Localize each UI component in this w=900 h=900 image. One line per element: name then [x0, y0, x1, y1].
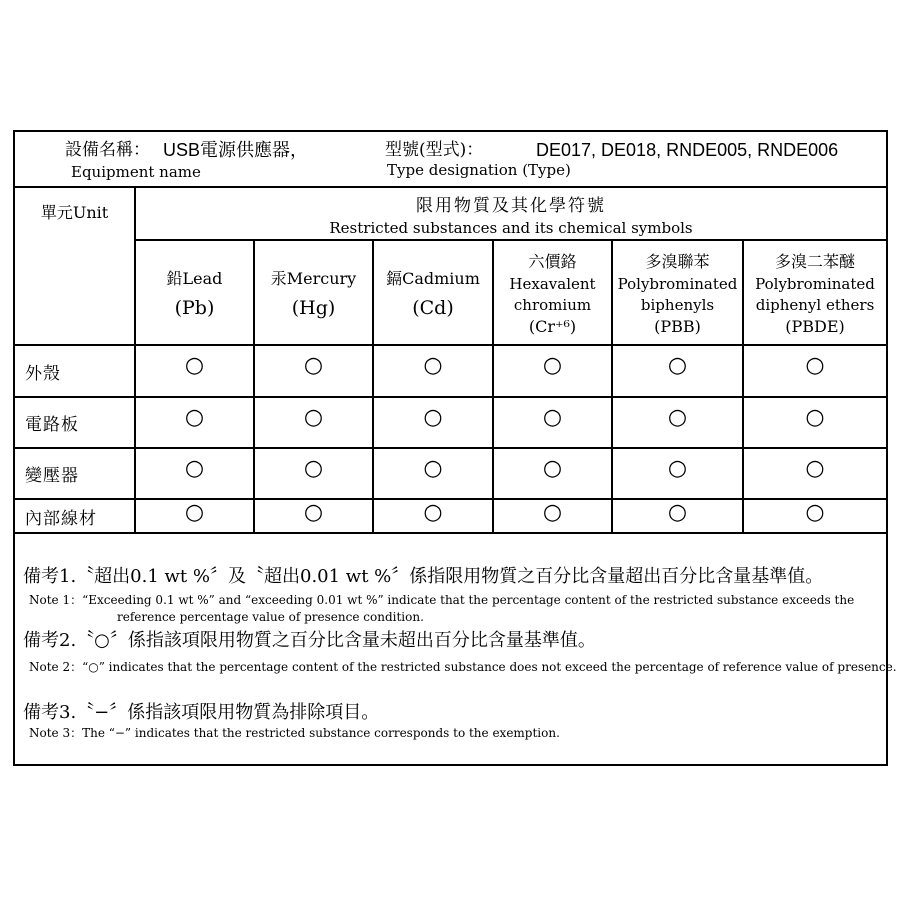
row-unit-label: 電路板 — [25, 415, 79, 435]
row-unit-label: 內部線材 — [25, 508, 97, 529]
note-1-zh: 備考1.〝超出0.1 wt %〞及〝超出0.01 wt %〞係指限用物質之百分比含量超出百分比含量基準值。 — [23, 566, 824, 587]
note-1-en: Note 1：“Exceeding 0.1 wt %” and “exceeding 0.01 wt %” indicate that the percentage content of the restricted substance exceeds the — [29, 593, 855, 607]
column-symbol: (Cr⁺⁶) — [528, 317, 577, 336]
presence-mark: ○ — [423, 500, 443, 525]
column-pbde — [744, 241, 886, 344]
column-symbol: (Pb) — [174, 297, 215, 319]
presence-mark: ○ — [303, 500, 324, 525]
note-3-en: Note 3：The “−” indicates that the restricted substance corresponds to the exemption. — [29, 726, 560, 740]
presence-mark: ○ — [423, 404, 443, 430]
column-label: 鉛Lead — [166, 269, 223, 288]
presence-mark: ○ — [805, 500, 825, 525]
column-label: 多溴二苯醚 — [774, 252, 855, 271]
column-label: 多溴聯苯 — [645, 252, 710, 271]
row-unit-cell — [15, 500, 134, 532]
grid-line — [15, 532, 886, 534]
row-unit-cell — [15, 449, 134, 498]
presence-mark: ○ — [805, 455, 825, 481]
column-label: 鎘Cadmium — [386, 269, 480, 288]
header-block — [15, 132, 886, 188]
restricted-header — [136, 188, 886, 239]
equipment-value: USB電源供應器， — [163, 140, 309, 160]
equipment-label-zh: 設備名稱： — [65, 140, 150, 160]
unit-header-cell — [15, 188, 134, 234]
note-2-zh: 備考2.〝○〞係指該項限用物質之百分比含量未超出百分比含量基準值。 — [23, 630, 596, 651]
presence-mark: ○ — [542, 404, 563, 430]
presence-mark: ○ — [184, 500, 205, 525]
column-symbol: (PBDE) — [785, 317, 845, 336]
column-hexavalent-chromium — [494, 241, 611, 344]
column-pbb — [613, 241, 742, 344]
column-symbol: (Hg) — [291, 297, 336, 319]
column-lead — [136, 241, 253, 344]
presence-mark: ○ — [423, 353, 443, 378]
presence-mark: ○ — [542, 455, 563, 481]
presence-mark: ○ — [542, 353, 563, 378]
presence-mark: ○ — [303, 353, 324, 378]
column-label-en: chromium — [513, 296, 592, 314]
presence-mark: ○ — [667, 500, 688, 525]
column-label: 六價鉻 — [528, 252, 577, 271]
column-label: 汞Mercury — [270, 269, 357, 288]
row-unit-cell — [15, 346, 134, 396]
type-value: DE017, DE018, RNDE005, RNDE006 — [536, 140, 839, 160]
rohs-declaration-table — [13, 130, 897, 766]
presence-mark: ○ — [667, 455, 688, 481]
column-mercury — [255, 241, 372, 344]
note-2-en: Note 2：“○” indicates that the percentage content of the restricted substance does not exceed the percentage of reference value of presence. — [29, 660, 897, 674]
presence-mark: ○ — [805, 404, 825, 430]
column-label-en: Polybrominated — [755, 275, 875, 293]
unit-header: 單元Unit — [40, 202, 109, 222]
column-symbol: (PBB) — [654, 317, 701, 336]
row-unit-label: 變壓器 — [25, 466, 79, 486]
presence-mark: ○ — [303, 404, 324, 430]
presence-mark: ○ — [184, 404, 205, 430]
column-label-en: diphenyl ethers — [755, 296, 875, 314]
presence-mark: ○ — [423, 455, 443, 481]
type-label-en: Type designation (Type) — [387, 161, 571, 179]
column-label-en: Polybrominated — [617, 275, 738, 293]
column-symbol: (Cd) — [412, 297, 454, 319]
row-unit-cell — [15, 398, 134, 447]
column-cadmium — [374, 241, 492, 344]
column-label-en: biphenyls — [640, 296, 715, 314]
note-1-en-cont: reference percentage value of presence condition. — [117, 610, 424, 624]
note-3-zh: 備考3.〝−〞係指該項限用物質為排除項目。 — [23, 702, 380, 723]
equipment-label-en: Equipment name — [71, 163, 201, 181]
presence-mark: ○ — [667, 353, 688, 378]
type-label-zh: 型號(型式)： — [385, 140, 484, 160]
row-unit-label: 外殼 — [25, 363, 61, 384]
presence-mark: ○ — [184, 455, 205, 481]
presence-mark: ○ — [542, 500, 563, 525]
column-label-en: Hexavalent — [509, 275, 596, 293]
presence-mark: ○ — [805, 353, 825, 378]
presence-mark: ○ — [667, 404, 688, 430]
restricted-title-en: Restricted substances and its chemical symbols — [329, 218, 693, 237]
restricted-title-zh: 限用物質及其化學符號 — [416, 195, 606, 216]
presence-mark: ○ — [303, 455, 324, 481]
presence-mark: ○ — [184, 353, 205, 378]
